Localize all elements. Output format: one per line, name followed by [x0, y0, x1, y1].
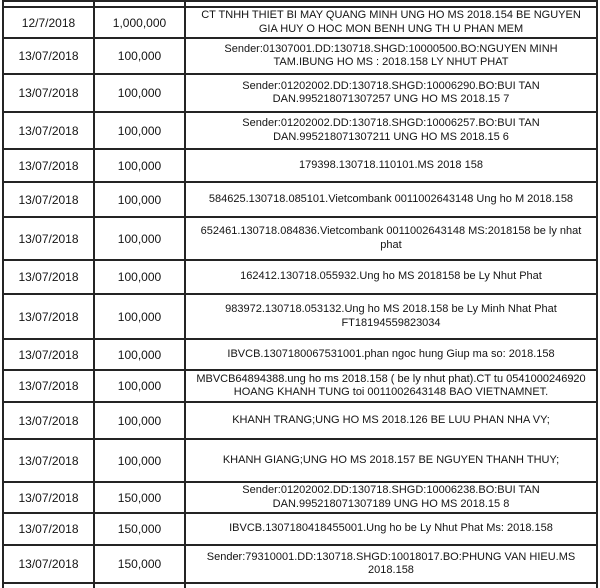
description-cell: Sender:01202002.DD:130718.SHGD:10006257.BO:BUI TAN DAN.995218071307211 UNG HO MS 2018.15 6: [185, 112, 597, 149]
description-cell-empty: [185, 583, 597, 588]
donation-table-body: [3, 1, 597, 588]
table-row-partial-bottom: [3, 583, 597, 588]
description-cell: MBVCB64894388.ung ho ms 2018.158 ( be ly nhut phat).CT tu 0541000246920 HOANG KHANH TUNG toi 0011002643148 BAO VIETNAMNET.: [185, 370, 597, 402]
description-cell: Sender:79310001.DD:130718.SHGD:10018017.BO:PHUNG VAN HIEU.MS 2018.158: [185, 545, 597, 583]
description-cell: KHANH GIANG;UNG HO MS 2018.157 BE NGUYEN THANH THUY;: [185, 439, 597, 482]
amount-cell: 100,000: [94, 294, 185, 339]
date-cell: 13/07/2018: [3, 370, 94, 402]
table-row: [3, 182, 597, 217]
table-row: [3, 513, 597, 545]
amount-cell-empty: [94, 583, 185, 588]
amount-cell: 100,000: [94, 74, 185, 112]
table-row: [3, 439, 597, 482]
table-row: [3, 294, 597, 339]
description-cell: IBVCB.1307180418455001.Ung ho be Ly Nhut Phat Ms: 2018.158: [185, 513, 597, 545]
description-cell: 584625.130718.085101.Vietcombank 0011002643148 Ung ho M 2018.158: [185, 182, 597, 217]
amount-cell: 100,000: [94, 339, 185, 370]
table-row: [3, 370, 597, 402]
amount-cell: 100,000: [94, 217, 185, 260]
amount-cell: 100,000: [94, 182, 185, 217]
donation-table: [2, 0, 598, 588]
date-cell: 13/07/2018: [3, 38, 94, 74]
table-row: [3, 112, 597, 149]
table-row: [3, 402, 597, 439]
amount-cell: 150,000: [94, 482, 185, 513]
date-cell: 13/07/2018: [3, 339, 94, 370]
table-row: [3, 217, 597, 260]
description-cell: Sender:01307001.DD:130718.SHGD:10000500.BO:NGUYEN MINH TAM.IBUNG HO MS : 2018.158 LY NHUT PHAT: [185, 38, 597, 74]
date-cell: 13/07/2018: [3, 182, 94, 217]
amount-cell: 100,000: [94, 149, 185, 182]
description-cell: 162412.130718.055932.Ung ho MS 2018158 be Ly Nhut Phat: [185, 260, 597, 294]
date-cell: 13/07/2018: [3, 294, 94, 339]
date-cell: 13/07/2018: [3, 260, 94, 294]
amount-cell: 100,000: [94, 370, 185, 402]
table-row: [3, 339, 597, 370]
table-row: [3, 7, 597, 38]
amount-cell: 100,000: [94, 260, 185, 294]
date-cell: 13/07/2018: [3, 545, 94, 583]
description-cell: Sender:01202002.DD:130718.SHGD:10006238.BO:BUI TAN DAN.995218071307189 UNG HO MS 2018.15 8: [185, 482, 597, 513]
table-row: [3, 482, 597, 513]
description-cell: 179398.130718.110101.MS 2018 158: [185, 149, 597, 182]
amount-cell: 100,000: [94, 38, 185, 74]
amount-cell: 100,000: [94, 112, 185, 149]
date-cell-empty: [3, 583, 94, 588]
amount-cell: 100,000: [94, 402, 185, 439]
table-row: [3, 38, 597, 74]
table-row: [3, 545, 597, 583]
date-cell: 13/07/2018: [3, 112, 94, 149]
date-cell: 13/07/2018: [3, 402, 94, 439]
table-row: [3, 260, 597, 294]
date-cell: 12/7/2018: [3, 7, 94, 38]
description-cell: 983972.130718.053132.Ung ho MS 2018.158 be Ly Minh Nhat Phat FT18194559823034: [185, 294, 597, 339]
table-row: [3, 149, 597, 182]
date-cell: 13/07/2018: [3, 149, 94, 182]
description-cell: Sender:01202002.DD:130718.SHGD:10006290.BO:BUI TAN DAN.995218071307257 UNG HO MS 2018.15 7: [185, 74, 597, 112]
amount-cell: 100,000: [94, 439, 185, 482]
description-cell: 652461.130718.084836.Vietcombank 0011002643148 MS:2018158 be ly nhat phat: [185, 217, 597, 260]
description-cell: KHANH TRANG;UNG HO MS 2018.126 BE LUU PHAN NHA VY;: [185, 402, 597, 439]
description-cell: CT TNHH THIET BI MAY QUANG MINH UNG HO MS 2018.154 BE NGUYEN GIA HUY O HOC MON BENH UNG TH U PHAN MEM: [185, 7, 597, 38]
date-cell: 13/07/2018: [3, 74, 94, 112]
date-cell: 13/07/2018: [3, 217, 94, 260]
description-cell: IBVCB.1307180067531001.phan ngoc hung Giup ma so: 2018.158: [185, 339, 597, 370]
amount-cell: 150,000: [94, 513, 185, 545]
date-cell: 13/07/2018: [3, 513, 94, 545]
amount-cell: 1,000,000: [94, 7, 185, 38]
date-cell: 13/07/2018: [3, 439, 94, 482]
date-cell: 13/07/2018: [3, 482, 94, 513]
amount-cell: 150,000: [94, 545, 185, 583]
table-row: [3, 74, 597, 112]
